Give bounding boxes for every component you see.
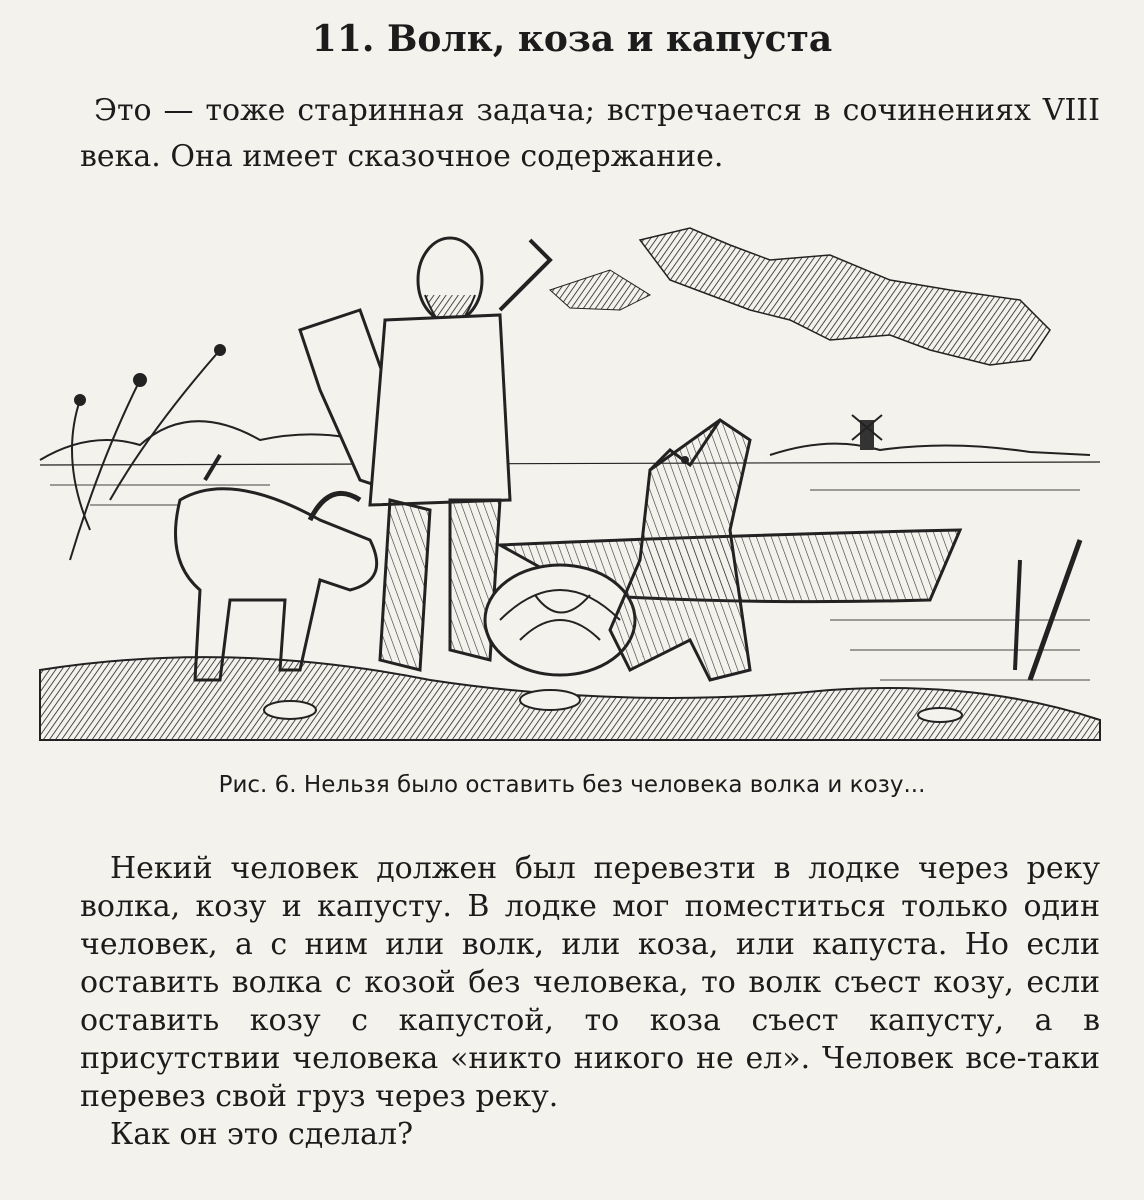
goat — [176, 455, 377, 680]
problem-question: Как он это сделал? — [110, 1117, 414, 1152]
figure-caption: Рис. 6. Нельзя было оставить без человека волка и козу... — [218, 772, 926, 798]
problem-text — [80, 850, 1100, 1154]
illustration-wolf-goat-cabbage — [30, 200, 1110, 760]
far-shore — [40, 415, 1100, 465]
intro-paragraph: Это — тоже старинная задача; встречается в сочинениях VIII века. Она имеет сказочное содержание. — [80, 93, 1100, 174]
section-title: 11. Волк, коза и капуста — [311, 18, 833, 60]
problem-paragraph: Некий человек должен был перевезти в лодке через реку волка, козу и капусту. В лодке мог поместиться только один человек, а с ним или волк, или коза, или капуста. Но если оставить волка с козой без человека, то волк съест козу, если оставить козу с капустой, то коза съест капусту, а в присутствии человека «никто никого не ел». Человек все-таки перевез свой груз через реку. — [80, 851, 1100, 1114]
cabbage — [485, 565, 635, 675]
clouds — [550, 228, 1050, 365]
